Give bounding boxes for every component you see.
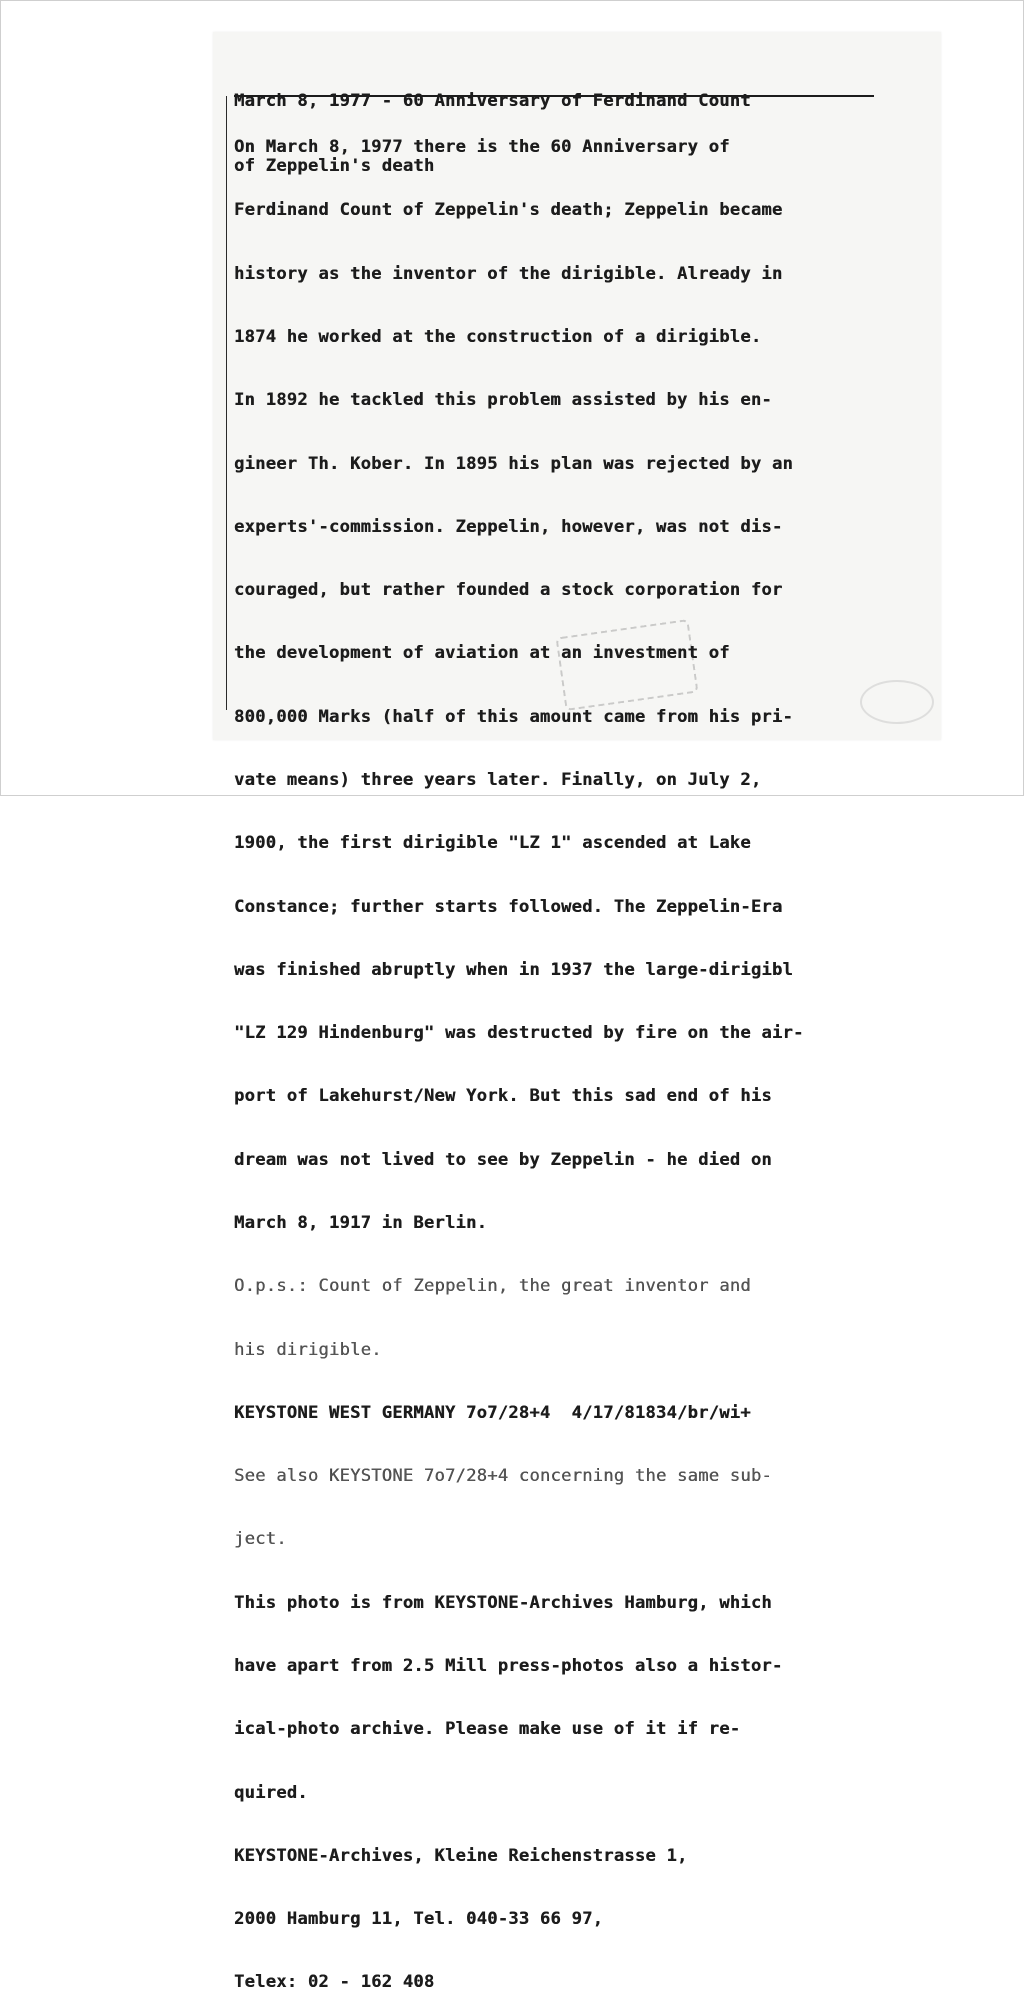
body-line: Telex: 02 - 162 408	[234, 1972, 435, 1993]
caption-title-line: of Zeppelin's death	[234, 156, 435, 177]
body-line: "LZ 129 Hindenburg" was destructed by fire on the air-	[234, 1023, 804, 1044]
body-line: KEYSTONE-Archives, Kleine Reichenstrasse 1,	[234, 1845, 688, 1866]
body-line: have apart from 2.5 Mill press-photos also a histor-	[234, 1655, 783, 1676]
body-line: March 8, 1917 in Berlin.	[234, 1212, 488, 1233]
body-line: See also KEYSTONE 7o7/28+4 concerning the same sub-	[234, 1466, 772, 1487]
body-line: vate means) three years later. Finally, on July 2,	[234, 770, 762, 790]
body-line: This photo is from KEYSTONE-Archives Hamburg, which	[234, 1592, 772, 1613]
body-line: ical-photo archive. Please make use of it if re-	[234, 1719, 741, 1740]
caption-body	[234, 95, 934, 2015]
body-line: quired.	[234, 1782, 308, 1803]
body-line: ject.	[234, 1529, 287, 1550]
body-line: gineer Th. Kober. In 1895 his plan was rejected by an	[234, 453, 794, 474]
body-line: the development of aviation at an investment of	[234, 643, 730, 664]
body-line: experts'-commission. Zeppelin, however, was not dis-	[234, 516, 783, 537]
body-line: In 1892 he tackled this problem assisted by his en-	[234, 390, 772, 411]
body-line: port of Lakehurst/New York. But this sad end of his	[234, 1086, 772, 1107]
body-line: dream was not lived to see by Zeppelin - he died on	[234, 1149, 772, 1170]
body-line: On March 8, 1977 there is the 60 Anniversary of	[234, 137, 730, 158]
caption-title-line: March 8, 1977 - 60 Anniversary of Ferdinand Count	[234, 91, 751, 112]
body-line: Constance; further starts followed. The Zeppelin-Era	[234, 896, 783, 917]
body-line: O.p.s.: Count of Zeppelin, the great inventor and	[234, 1276, 751, 1297]
body-line: 800,000 Marks (half of this amount came from his pri-	[234, 706, 794, 727]
body-line: history as the inventor of the dirigible. Already in	[234, 263, 783, 284]
body-line: 1874 he worked at the construction of a dirigible.	[234, 327, 762, 348]
body-line: couraged, but rather founded a stock corporation for	[234, 580, 783, 601]
body-line: KEYSTONE WEST GERMANY 7o7/28+4 4/17/81834/br/wi+	[234, 1402, 751, 1423]
body-line: 2000 Hamburg 11, Tel. 040-33 66 97,	[234, 1909, 604, 1930]
left-margin-rule	[226, 96, 227, 710]
body-line: his dirigible.	[234, 1339, 382, 1360]
body-line: Ferdinand Count of Zeppelin's death; Zeppelin became	[234, 200, 783, 221]
body-line: 1900, the first dirigible "LZ 1" ascended at Lake	[234, 833, 751, 854]
body-line: was finished abruptly when in 1937 the large-dirigibl	[234, 959, 794, 980]
